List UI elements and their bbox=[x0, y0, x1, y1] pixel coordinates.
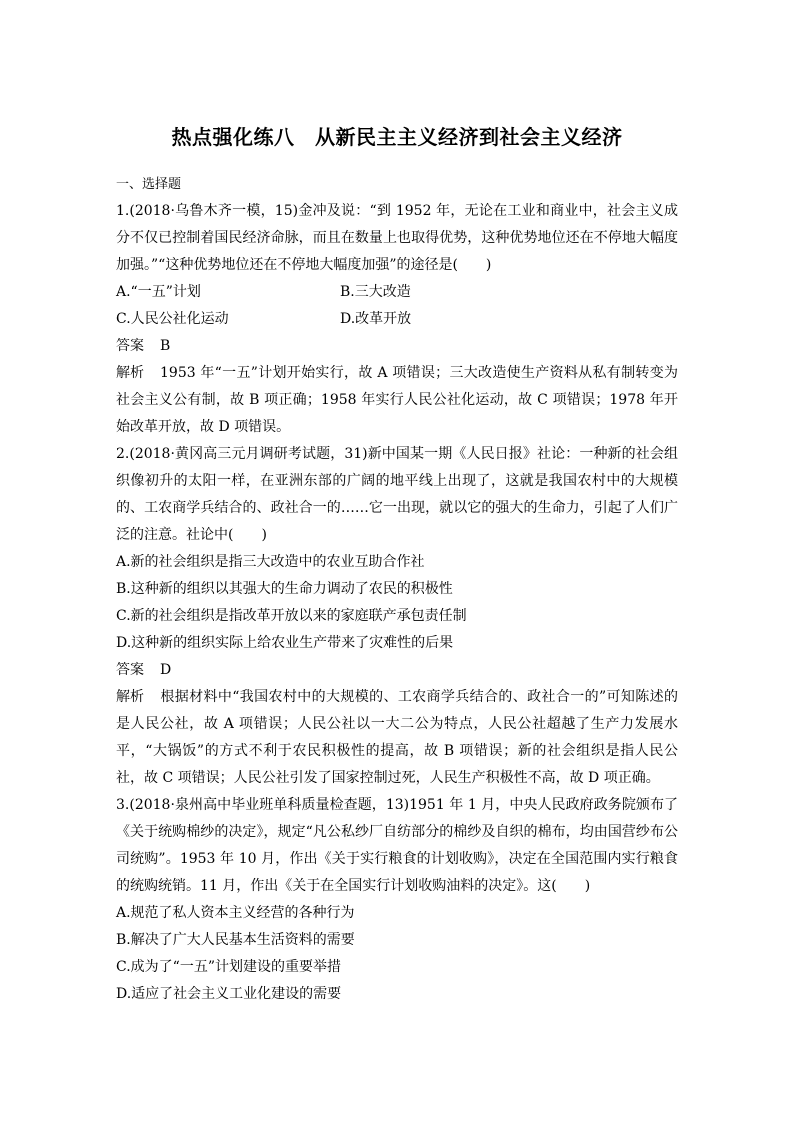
question-content bbox=[116, 171, 678, 1008]
question-2-answer bbox=[116, 657, 678, 684]
section-heading: 一、选择题 bbox=[116, 177, 182, 192]
question-1-option-d: D.改革开放 bbox=[340, 311, 412, 327]
analysis-text: 根据材料中“我国农村中的大规模的、工农商学兵结合的、政社合一的”可知陈述的是人民公社，故 A 项错误；人民公社以一大二公为特点，人民公社超越了生产力发展水平，“大锅饭”的方式不利于农民积极性的提高，故 B 项错误；新的社会组织是指人民公社，故 C 项错误；人民公社引发了国家控制过死，人民生产积极性不高，故 D 项正确。 bbox=[116, 689, 678, 786]
question-3-option-a: A.规范了私人资本主义经营的各种行为 bbox=[116, 905, 355, 921]
question-1-options-row-2 bbox=[116, 306, 678, 333]
question-2-stem: 2.(2018·黄冈高三元月调研考试题，31)新中国某一期《人民日报》社论：一种新的社会组织像初升的太阳一样，在亚洲东部的广阔的地平线上出现了，这就是我国农村中的大规模的、工农商学兵结合的、政社合一的……它一出现，就以它的强大的生命力，引起了人们广泛的注意。社论中( ) bbox=[116, 446, 678, 543]
question-2-option-b: B.这种新的组织以其强大的生命力调动了农民的积极性 bbox=[116, 581, 453, 597]
question-1-option-b: B.三大改造 bbox=[340, 284, 411, 300]
page-title: 热点强化练八 从新民主主义经济到社会主义经济 bbox=[171, 125, 623, 149]
question-2-option-c: C.新的社会组织是指改革开放以来的家庭联产承包责任制 bbox=[116, 608, 467, 624]
question-3-option-b: B.解决了广大人民基本生活资料的需要 bbox=[116, 932, 355, 948]
answer-label: 答案 bbox=[116, 338, 144, 354]
question-1-options-row-1 bbox=[116, 279, 678, 306]
question-3-option-d: D.适应了社会主义工业化建设的需要 bbox=[116, 986, 342, 1002]
answer-value: B bbox=[160, 338, 171, 354]
question-1-option-a: A.“一五”计划 bbox=[116, 284, 201, 300]
analysis-label: 解析 bbox=[116, 689, 144, 705]
question-2-analysis bbox=[116, 684, 678, 792]
question-2-option-a: A.新的社会组织是指三大改造中的农业互助合作社 bbox=[116, 554, 425, 570]
question-2-option-d: D.这种新的组织实际上给农业生产带来了灾难性的后果 bbox=[116, 635, 454, 651]
question-1-analysis bbox=[116, 360, 678, 441]
analysis-text: 1953 年“一五”计划开始实行，故 A 项错误；三大改造使生产资料从私有制转变为社会主义公有制，故 B 项正确；1958 年实行人民公社化运动，故 C 项错误；1978 年开始改革开放，故 D 项错误。 bbox=[116, 365, 678, 435]
question-3-stem: 3.(2018·泉州高中毕业班单科质量检查题，13)1951 年 1 月，中央人民政府政务院颁布了《关于统购棉纱的决定》，规定“凡公私纱厂自纺部分的棉纱及自织的棉布，均由国营纱布公司统购”。1953 年 10 月，作出《关于实行粮食的计划收购》，决定在全国范围内实行粮食的统购统销。11 月，作出《关于在全国实行计划收购油料的决定》。这( ) bbox=[116, 797, 678, 894]
answer-value: D bbox=[160, 662, 172, 678]
question-1-stem: 1.(2018·乌鲁木齐一模，15)金冲及说：“到 1952 年，无论在工业和商业中，社会主义成分不仅已控制着国民经济命脉，而且在数量上也取得优势，这种优势地位还在不停地大幅度加强。”“这种优势地位还在不停地大幅度加强”的途径是( ) bbox=[116, 203, 678, 273]
question-3-option-c: C.成为了“一五”计划建设的重要举措 bbox=[116, 959, 341, 975]
question-1-option-c: C.人民公社化运动 bbox=[116, 311, 229, 327]
question-1-answer bbox=[116, 333, 678, 360]
answer-label: 答案 bbox=[116, 662, 144, 678]
analysis-label: 解析 bbox=[116, 365, 144, 381]
